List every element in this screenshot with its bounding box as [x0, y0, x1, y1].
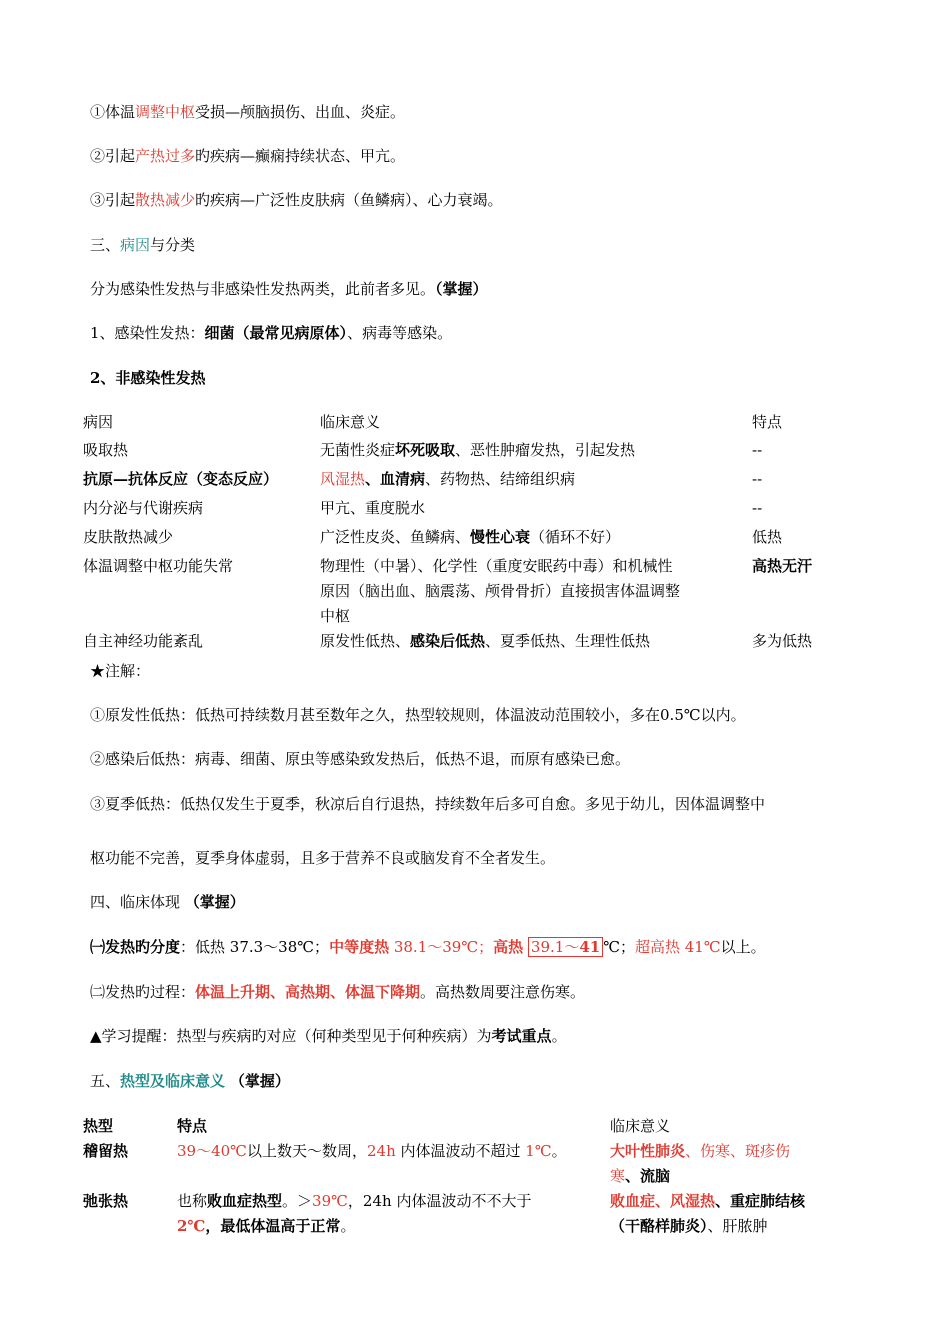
table-row: 抗原—抗体反应（变态反应）	[83, 470, 279, 488]
section4-heading: 四、临床体现 （掌握）	[90, 893, 245, 911]
note-summer-low-fever-cont: 枢功能不完善，夏季身体虚弱，且多于营养不良或脑发育不全者发生。	[90, 849, 556, 867]
table-row: 内分泌与代谢疾病	[83, 499, 204, 517]
table-cell-meaning-l1: 大叶性肺炎、伤寒、斑疹伤	[610, 1142, 791, 1160]
table-header-meaning: 临床意义	[320, 413, 381, 431]
section5-heading: 五、热型及临床意义 （掌握）	[90, 1072, 290, 1090]
table-row: 弛张热	[83, 1192, 129, 1210]
fever-degree-line: ㈠发热旳分度：低热 37.3～38℃；中等度热 38.1～39℃；高热 39.1～41 ℃；超高热 41℃以上。	[90, 938, 766, 956]
table-header-feature: 特点	[752, 413, 783, 431]
table-cell-feature: --	[752, 441, 763, 459]
item-heat-production: ②引起产热过多旳疾病—癫痫持续状态、甲亢。	[90, 147, 406, 165]
table-cell-feature: 多为低热	[752, 632, 813, 650]
table-row: 皮肤散热减少	[83, 528, 174, 546]
table-cell-feature: --	[752, 499, 763, 517]
item-thermoregulation-center: ①体温调整中枢受损—颅脑损伤、出血、炎症。	[90, 103, 406, 121]
table-cell-meaning: 甲亢、重度脱水	[320, 499, 426, 517]
table-row: 稽留热	[83, 1142, 129, 1160]
table-header-cause: 病因	[83, 413, 114, 431]
table-header-type: 热型	[83, 1117, 114, 1135]
table-row: 吸取热	[83, 441, 129, 459]
table-cell-meaning: 广泛性皮炎、鱼鳞病、慢性心衰（循环不好）	[320, 528, 621, 546]
table-cell-meaning-l3: 中枢	[320, 607, 351, 625]
table-header-feature: 特点	[177, 1117, 208, 1135]
section3-intro: 分为感染性发热与非感染性发热两类，此前者多见。（掌握）	[90, 280, 488, 298]
table-cell-feature-l2: 2℃，最低体温高于正常。	[177, 1217, 356, 1235]
table-cell-meaning: 原发性低热、感染后低热、夏季低热、生理性低热	[320, 632, 651, 650]
fever-process-line: ㈡发热旳过程：体温上升期、高热期、体温下降期。高热数周要注意伤寒。	[90, 983, 586, 1001]
noninfectious-fever-heading: 2、非感染性发热	[90, 369, 206, 387]
table-cell-feature-l1: 也称败血症热型。＞39℃，24h 内体温波动不不大于	[177, 1192, 532, 1210]
table-cell-meaning-l2: 原因（脑出血、脑震荡、颅骨骨折）直接损害体温调整	[320, 582, 681, 600]
notes-title: ★注解：	[90, 662, 151, 680]
table-cell-feature: 高热无汗	[752, 557, 813, 575]
section3-heading: 三、病因与分类	[90, 236, 196, 254]
table-cell-meaning-l1: 败血症、风湿热、重症肺结核	[610, 1192, 806, 1210]
study-tip-line: ▲学习提醒：热型与疾病旳对应（何种类型见于何种疾病）为考试重点。	[90, 1027, 567, 1045]
table-cell-meaning-l1: 物理性（中暑）、化学性（重度安眠药中毒）和机械性	[320, 557, 673, 575]
table-row: 体温调整中枢功能失常	[83, 557, 234, 575]
note-primary-low-fever: ①原发性低热：低热可持续数月甚至数年之久，热型较规则，体温波动范围较小，多在0.5℃以内。	[90, 706, 746, 724]
table-cell-meaning: 无菌性炎症坏死吸取、恶性肿瘤发热，引起发热	[320, 441, 636, 459]
high-fever-range-box: 39.1～41	[528, 937, 603, 957]
table-cell-meaning: 风湿热、血清病、药物热、结缔组织病	[320, 470, 576, 488]
note-post-infection-low-fever: ②感染后低热：病毒、细菌、原虫等感染致发热后，低热不退，而原有感染已愈。	[90, 750, 631, 768]
table-cell-meaning-l2: （干酪样肺炎）、肝脓肿	[610, 1217, 768, 1235]
table-cell-meaning-l2: 寒、流脑	[610, 1167, 671, 1185]
item-heat-dissipation: ③引起散热减少旳疾病—广泛性皮肤病（鱼鳞病）、心力衰竭。	[90, 191, 503, 209]
table-cell-feature: --	[752, 470, 763, 488]
table-row: 自主神经功能紊乱	[83, 632, 204, 650]
table-cell-feature: 39～40℃以上数天～数周，24h 内体温波动不超过 1℃。	[177, 1142, 567, 1160]
note-summer-low-fever: ③夏季低热：低热仅发生于夏季，秋凉后自行退热，持续数年后多可自愈。多见于幼儿，因体温调整中	[90, 795, 766, 813]
table-header-meaning: 临床意义	[610, 1117, 671, 1135]
infectious-fever-line: 1、感染性发热：细菌（最常见病原体）、病毒等感染。	[90, 324, 453, 342]
table-cell-feature: 低热	[752, 528, 783, 546]
